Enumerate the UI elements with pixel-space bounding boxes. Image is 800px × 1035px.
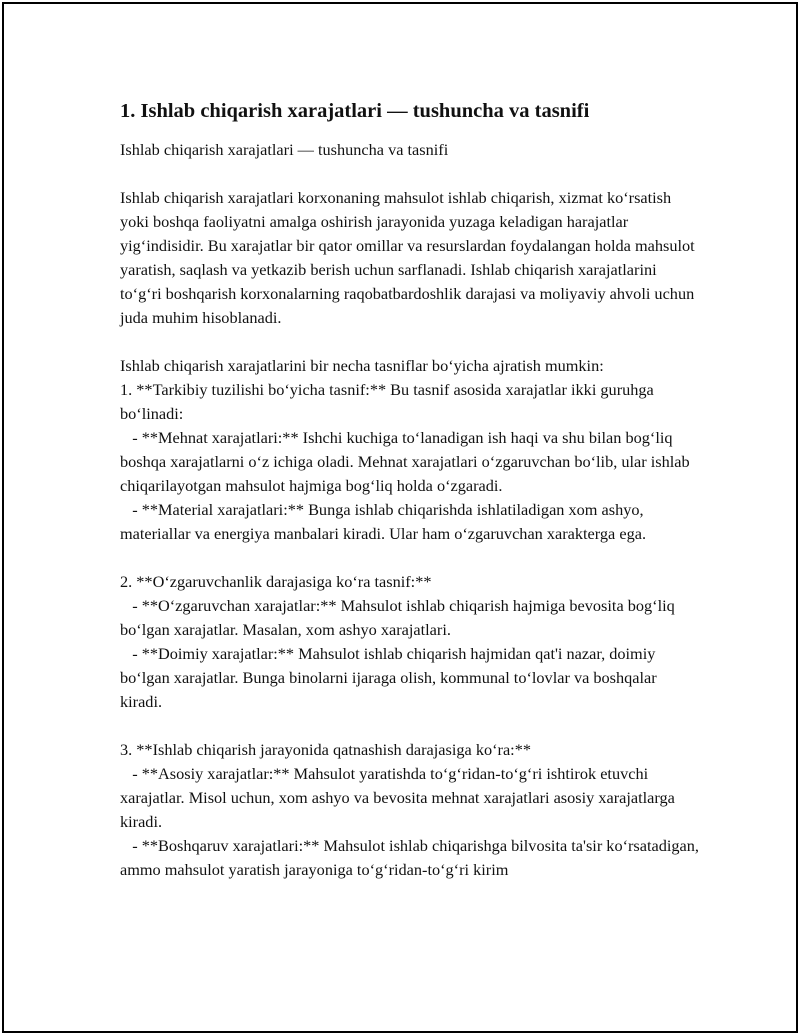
document-body [120, 98, 700, 906]
document-page [2, 2, 798, 1033]
page-title: 1. Ishlab chiqarish xarajatlari — tushuncha va tasnifi [120, 100, 590, 122]
paragraph-intro: Ishlab chiqarish xarajatlari korxonaning mahsulot ishlab chiqarish, xizmat ko‘rsatish yoki boshqa faoliyatni amalga oshirish jarayonida yuzaga keladigan harajatlar yig‘indisidir. Bu xarajatlar bir qator omillar va resurslardan foydalangan holda mahsulot yaratish, saqlash va yetkazib berish uchun sarflanadi. Ishlab chiqarish xarajatlarini to‘g‘ri boshqarish korxonalarning raqobatbardoshlik darajasi va moliyaviy ahvoli uchun juda muhim hisoblanadi. [120, 188, 699, 327]
subtitle: Ishlab chiqarish xarajatlari — tushuncha va tasnifi [120, 140, 449, 159]
paragraph-classification-3: 3. **Ishlab chiqarish jarayonida qatnashish darajasiga ko‘ra:** - **Asosiy xarajatlar:** Mahsulot yaratishda to‘g‘ridan-to‘g‘ri ishtirok etuvchi xarajatlar. Misol uchun, xom ashyo va bevosita mehnat xarajatlari asosiy xarajatlarga kiradi. - **Boshqaruv xarajatlari:** Mahsulot ishlab chiqarishga bilvosita ta'sir ko‘rsatadigan, ammo mahsulot yaratish jarayoniga to‘g‘ridan-to‘g‘ri kirim [120, 740, 699, 879]
paragraph-classification-1: Ishlab chiqarish xarajatlarini bir necha tasniflar bo‘yicha ajratish mumkin: 1. **Tarkibiy tuzilishi bo‘yicha tasnif:** Bu tasnif asosida xarajatlar ikki guruhga bo‘linadi: - **Mehnat xarajatlari:** Ishchi kuchiga to‘lanadigan ish haqi va shu bilan bog‘liq boshqa xarajatlarni o‘z ichiga oladi. Mehnat xarajatlari o‘zgaruvchan bo‘lib, ular ishlab chiqarilayotgan mahsulot hajmiga bog‘liq holda o‘zgaradi. - **Material xarajatlari:** Bunga ishlab chiqarishda ishlatiladigan xom ashyo, materiallar va energiya manbalari kiradi. Ular ham o‘zgaruvchan xarakterga ega. [120, 356, 690, 543]
paragraph-classification-2: 2. **O‘zgaruvchanlik darajasiga ko‘ra tasnif:** - **O‘zgaruvchan xarajatlar:** Mahsulot ishlab chiqarish hajmiga bevosita bog‘liq bo‘lgan xarajatlar. Masalan, xom ashyo xarajatlari. - **Doimiy xarajatlar:** Mahsulot ishlab chiqarish hajmidan qat'i nazar, doimiy bo‘lgan xarajatlar. Bunga binolarni ijaraga olish, kommunal to‘lovlar va boshqalar kiradi. [120, 572, 675, 711]
